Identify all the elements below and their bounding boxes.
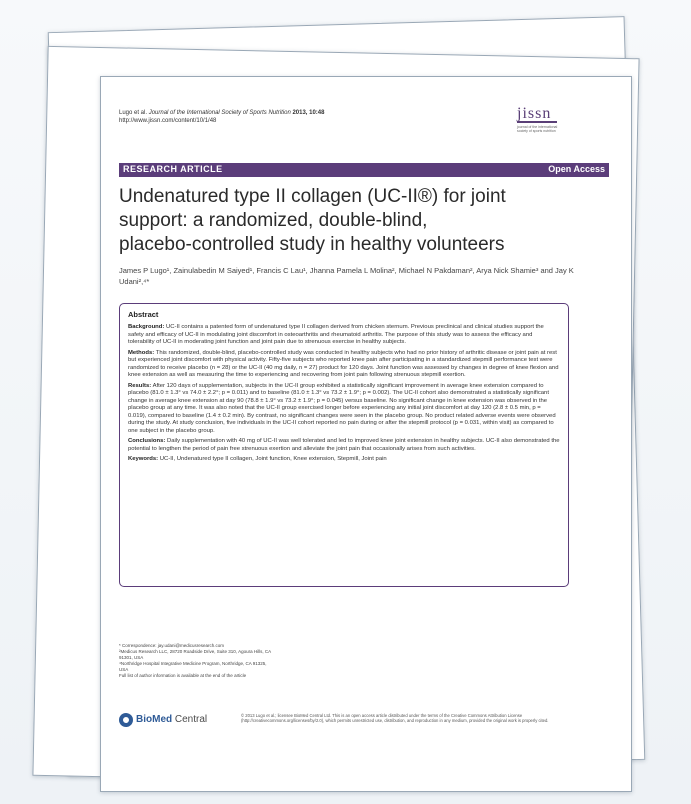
article-title — [119, 185, 549, 257]
license-text: © 2013 Lugo et al.; licensee BioMed Central Ltd. This is an open access article distributed under the terms of the Creative Commons Attribution License (http://creativecommons.org/licenses/by/2.0), which permits unrestricted use, distribution, and reproduction in any medium, provided the original work is properly cited. — [241, 713, 549, 724]
abstract-methods — [128, 350, 560, 380]
title-line: placebo-controlled study in healthy volunteers — [119, 234, 505, 255]
results-label: Results: — [128, 382, 152, 389]
article-type-label: RESEARCH ARTICLE — [123, 164, 223, 174]
citation-year-vol: 2013, 10:48 — [292, 110, 325, 116]
journal-logo-mark: jissn — [517, 105, 552, 122]
open-access-label: Open Access — [548, 164, 605, 174]
keywords-text: UC-II, Undenatured type II collagen, Joint function, Knee extension, Stepmill, Joint pain — [159, 456, 387, 462]
abstract-conclusions — [128, 438, 560, 453]
abstract-box — [119, 303, 569, 587]
article-url[interactable]: http://www.jissn.com/content/10/1/48 — [119, 118, 217, 124]
methods-label: Methods: — [128, 349, 155, 356]
footnote-correspondence[interactable]: * Correspondence: jay.udani@medicusresearch.com — [119, 643, 225, 648]
footnote-line: USA — [119, 667, 129, 672]
methods-text: This randomized, double-blind, placebo-controlled study was conducted in healthy subjects who had no prior history of arthritic disease or joint pain at rest but experienced joint discomfort with physical activity. Fifty-five subjects who reported knee pain after participating in a standardized stepmill performance test were randomized to receive placebo (n = 28) or the UC-II (40 mg daily, n = 27) product for 120 days. Joint function was assessed by changes in degree of knee flexion and knee extension as well as measuring the time to experiencing and recovering from joint pain following strenuous stepmill exertion. — [128, 349, 559, 378]
results-text: After 120 days of supplementation, subjects in the UC-II group exhibited a statistically significant improvement in average knee extension compared to placebo (81.0 ± 1.3° vs 74.0 ± 2.2°; p = 0.011) and to baseline (81.0 ± 1.3° vs 73.2 ± 1.9°; p = 0.002). The UC-II cohort also demonstrated a statistically significant change in average knee extension at day 90 (78.8 ± 1.9° vs 73.2 ± 1.9°; p = 0.045) versus baseline. No significant change in knee extension was observed in the placebo group at any time. It was also noted that the UC-II group exercised longer before experiencing any initial joint discomfort at day 120 (2.8 ± 0.5 min, p = 0.019), compared to baseline (1.4 ± 0.2 min). By contrast, no significant changes were seen in the placebo group. No product related adverse events were observed during the study. At study conclusion, five individuals in the UC-II cohort reported no pain during or after the stepmill protocol (p = 0.031, within visit) as compared to one subject in the placebo group. — [128, 382, 556, 434]
citation-line — [119, 109, 324, 117]
publisher-name-rest: Central — [172, 714, 208, 725]
conclusions-text: Daily supplementation with 40 mg of UC-II was well tolerated and led to improved knee joint extension in healthy subjects. UC-II also demonstrated the potential to lengthen the period of pain free strenuous exertion and alleviate the joint pain that occasionally arises from such activities. — [128, 438, 560, 452]
publisher-logo-icon — [119, 713, 133, 727]
abstract-keywords — [128, 456, 560, 464]
title-line: support: a randomized, double-blind, — [119, 210, 428, 231]
publisher-logo — [119, 713, 219, 727]
footnote-line: Full list of author information is available at the end of the article — [119, 673, 247, 678]
footnote-line: 91301, USA — [119, 655, 144, 660]
journal-logo-subtitle: journal of the international society of sports nutrition — [517, 125, 558, 133]
abstract-results — [128, 383, 560, 436]
abstract-background — [128, 324, 560, 347]
journal-logo — [517, 105, 561, 133]
running-header — [119, 109, 324, 125]
author-list: James P Lugo¹, Zainulabedin M Saiyed¹, Francis C Lau¹, Jhanna Pamela L Molina², Michael N Pakdaman², Arya Nick Shamie³ and Jay K Udani²,⁴* — [119, 266, 574, 286]
keywords-label: Keywords: — [128, 456, 159, 462]
citation-journal: Journal of the International Society of Sports Nutrition — [148, 110, 291, 116]
citation-authors: Lugo et al. — [119, 110, 148, 116]
background-label: Background: — [128, 324, 165, 330]
article-type-banner — [119, 163, 609, 177]
background-text: UC-II contains a patented form of undenatured type II collagen derived from chicken sternum. Previous preclinical and clinical studies support the safety and efficacy of UC-II in modulating joint discomfort in osteoarthritis and rheumatoid arthritis. The purpose of this study was to assess the efficacy and tolerability of UC-II in moderating joint function and joint pain due to strenuous exercise in healthy subjects. — [128, 324, 544, 345]
abstract-heading: Abstract — [128, 310, 159, 319]
footnote-line: ⁴Northridge Hospital Integrative Medicine Program, Northridge, CA 91325, — [119, 661, 267, 666]
footnotes — [119, 643, 339, 679]
conclusions-label: Conclusions: — [128, 438, 166, 444]
publisher-logo-text — [136, 714, 207, 725]
title-line: Undenatured type II collagen (UC-II®) for joint — [119, 186, 506, 207]
publisher-name-bold: BioMed — [136, 714, 173, 725]
front-page — [100, 76, 632, 792]
footnote-line: ²Medicus Research LLC, 28720 Roadside Drive, Suite 310, Agoura Hills, CA — [119, 649, 272, 654]
